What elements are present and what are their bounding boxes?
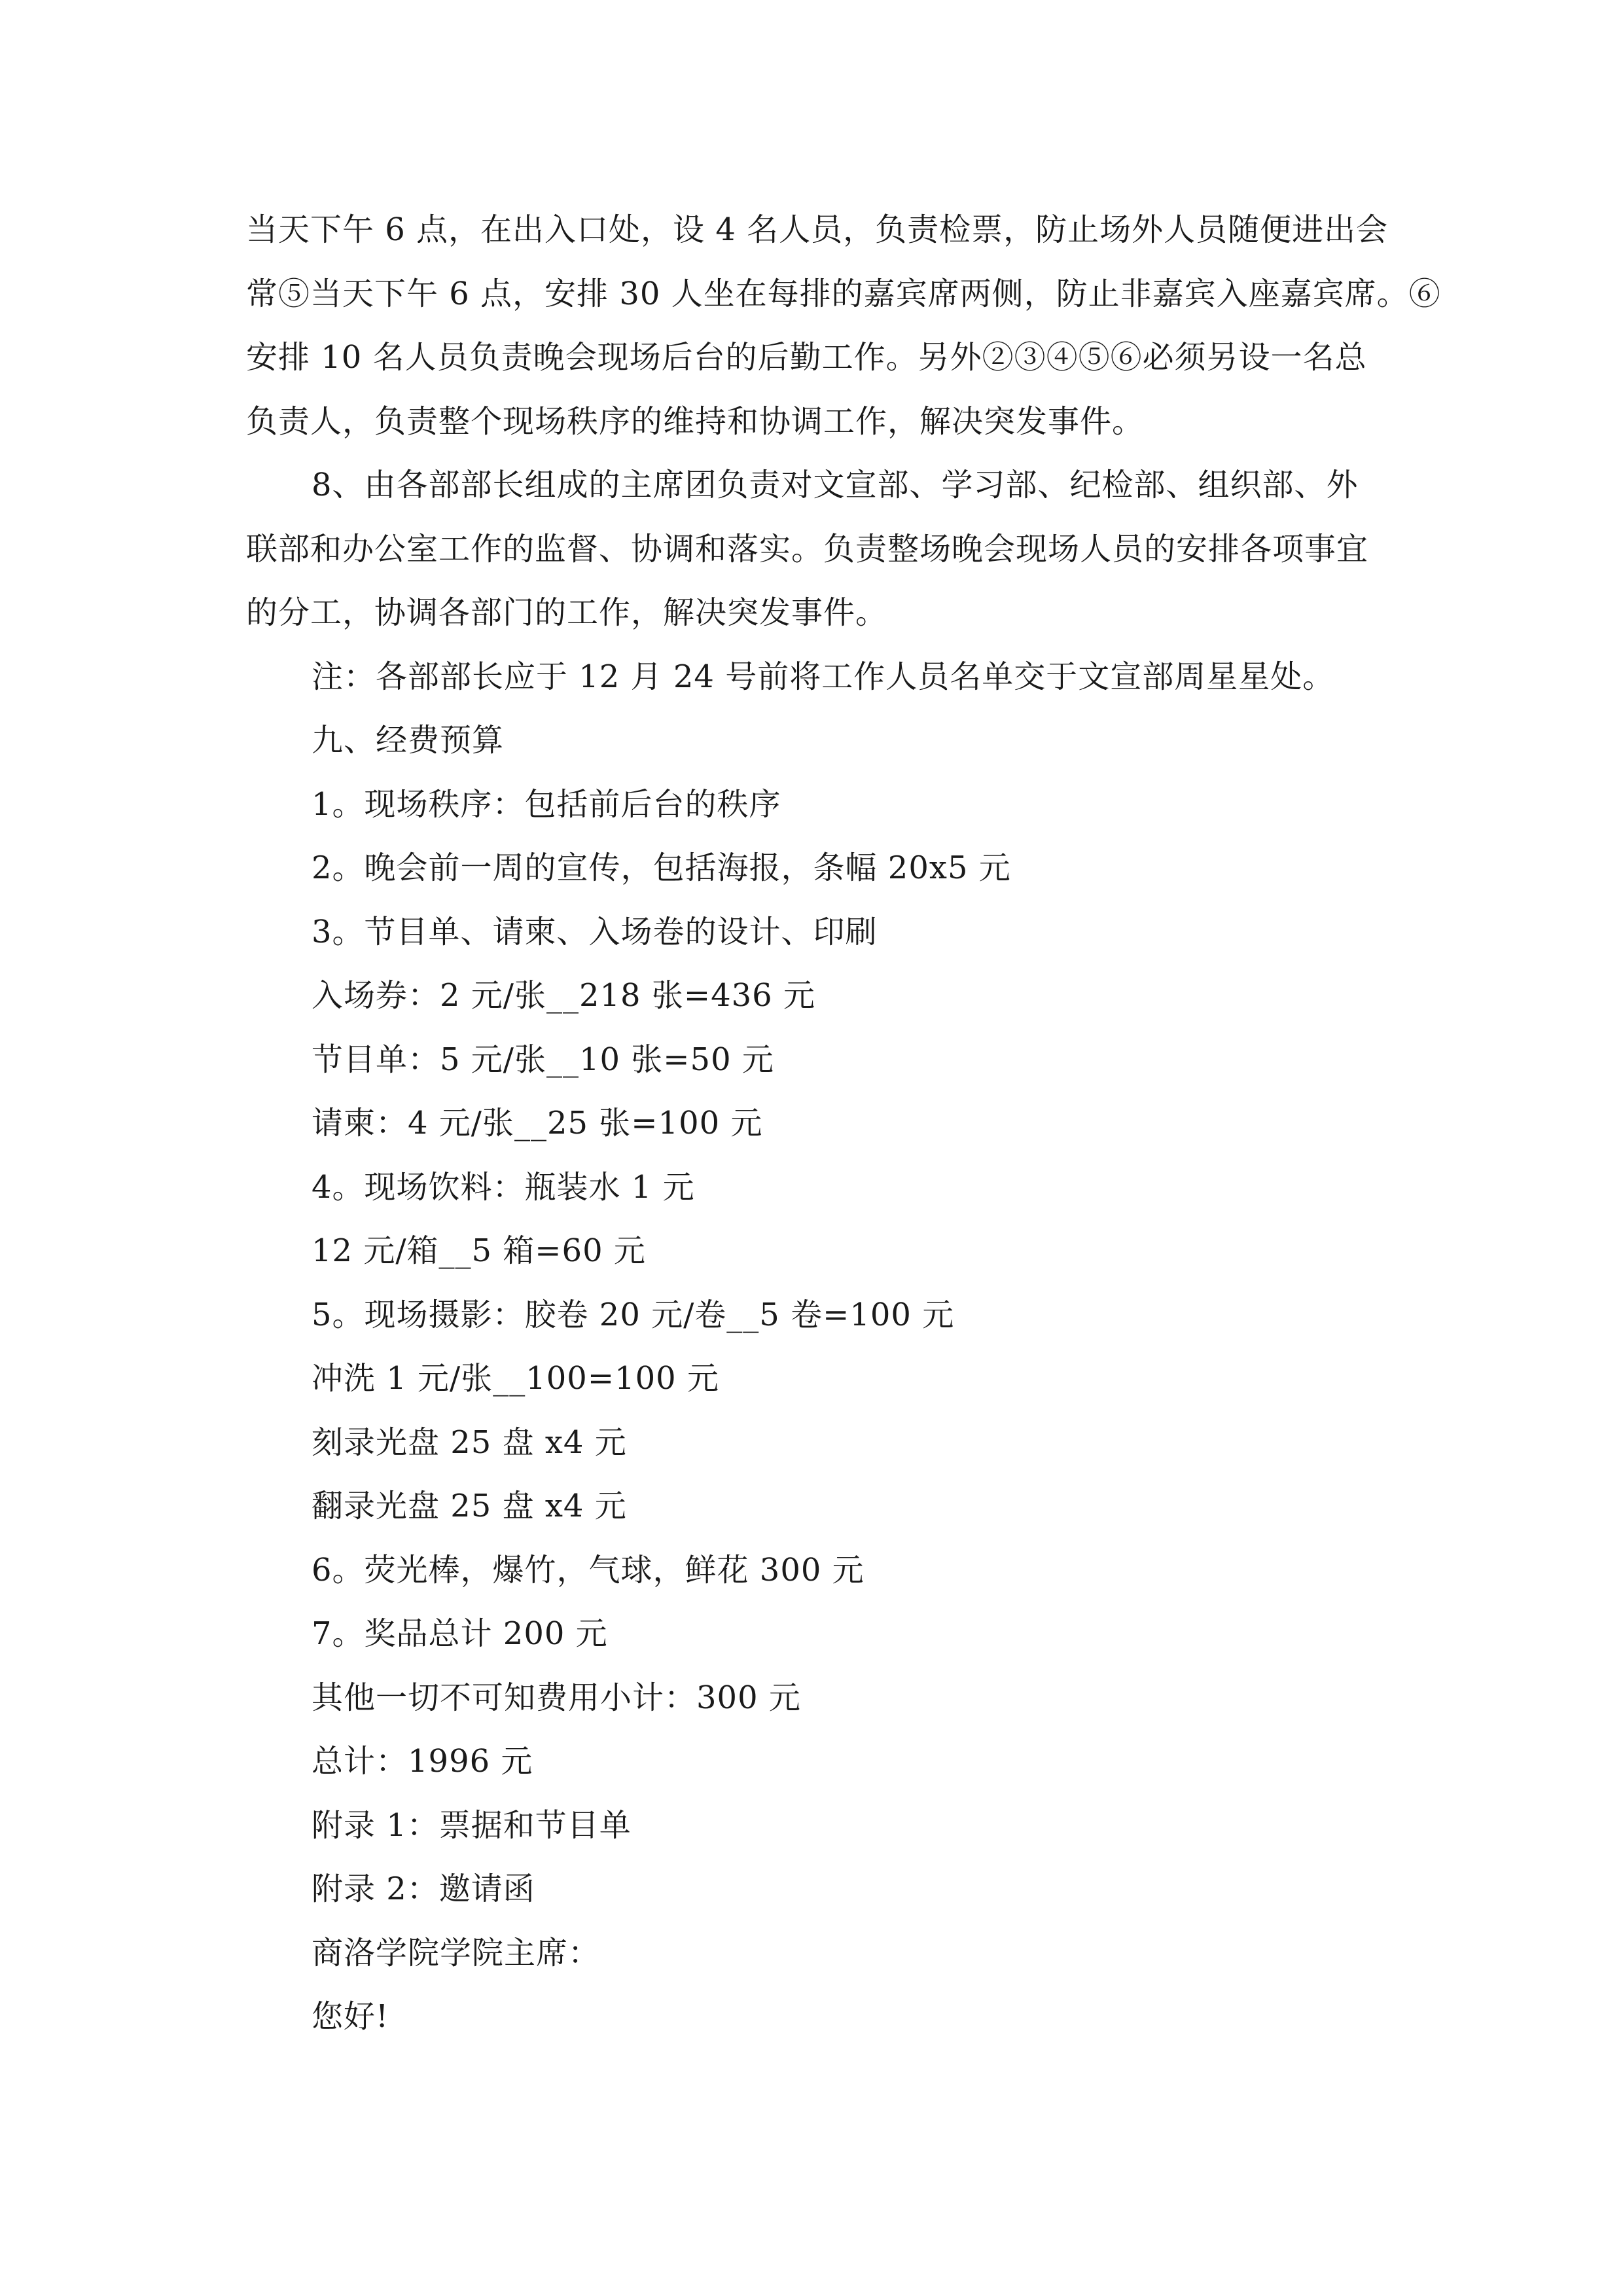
- budget-item: 7。奖品总计 200 元: [312, 1615, 608, 1652]
- budget-item: 4。现场饮料：瓶装水 1 元: [312, 1168, 695, 1206]
- paragraph-staffing: [246, 198, 1441, 454]
- budget-item: 刻录光盘 25 盘 x4 元: [312, 1424, 627, 1461]
- budget-item: 商洛学院学院主席：: [312, 1934, 601, 1971]
- text-line: 常⑤当天下午 6 点，安排 30 人坐在每排的嘉宾席两侧，防止非嘉宾入座嘉宾席。⑥: [246, 275, 1441, 312]
- text-line: 安排 10 名人员负责晚会现场后台的后勤工作。另外②③④⑤⑥必须另设一名总: [246, 339, 1367, 376]
- budget-item: 2。晚会前一周的宣传，包括海报，条幅 20x5 元: [312, 850, 1011, 886]
- budget-item: 入场券：2 元/张__218 张=436 元: [312, 977, 815, 1014]
- text-line: 负责人，负责整个现场秩序的维持和协调工作，解决突发事件。: [246, 403, 1145, 440]
- budget-item: 冲洗 1 元/张__100=100 元: [312, 1360, 719, 1397]
- text-line: 联部和办公室工作的监督、协调和落实。负责整场晚会现场人员的安排各项事宜: [246, 530, 1369, 567]
- budget-item: 节目单：5 元/张__10 张=50 元: [312, 1041, 774, 1078]
- text-line: 的分工，协调各部门的工作，解决突发事件。: [246, 594, 888, 631]
- budget-item: 12 元/箱__5 箱=60 元: [312, 1232, 646, 1269]
- budget-item: 翻录光盘 25 盘 x4 元: [312, 1488, 627, 1524]
- budget-item: 5。现场摄影：胶卷 20 元/卷__5 卷=100 元: [312, 1296, 955, 1333]
- budget-item: 您好!: [312, 1998, 389, 2035]
- budget-item: 3。节目单、请柬、入场卷的设计、印刷: [312, 913, 878, 950]
- budget-item: 附录 2：邀请函: [312, 1871, 535, 1907]
- section-heading: 九、经费预算: [312, 722, 505, 759]
- budget-item: 其他一切不可知费用小计：300 元: [312, 1679, 801, 1716]
- budget-list: [246, 773, 1378, 2049]
- text-line: 当天下午 6 点，在出入口处，设 4 名人员，负责检票，防止场外人员随便进出会: [246, 211, 1389, 248]
- paragraph-presidium: [246, 454, 1378, 645]
- budget-item: 1。现场秩序：包括前后台的秩序: [312, 785, 781, 823]
- note-line: 注：各部部长应于 12 月 24 号前将工作人员名单交于文宣部周星星处。: [312, 658, 1335, 695]
- budget-item: 附录 1：票据和节目单: [312, 1806, 632, 1844]
- document-body: [246, 198, 1441, 2049]
- text-line: 8、由各部部长组成的主席团负责对文宣部、学习部、纪检部、组织部、外: [312, 467, 1359, 503]
- budget-item: 总计：1996 元: [312, 1743, 533, 1780]
- budget-item: 6。荧光棒，爆竹，气球，鲜花 300 元: [312, 1551, 865, 1588]
- budget-item: 请柬：4 元/张__25 张=100 元: [312, 1105, 763, 1141]
